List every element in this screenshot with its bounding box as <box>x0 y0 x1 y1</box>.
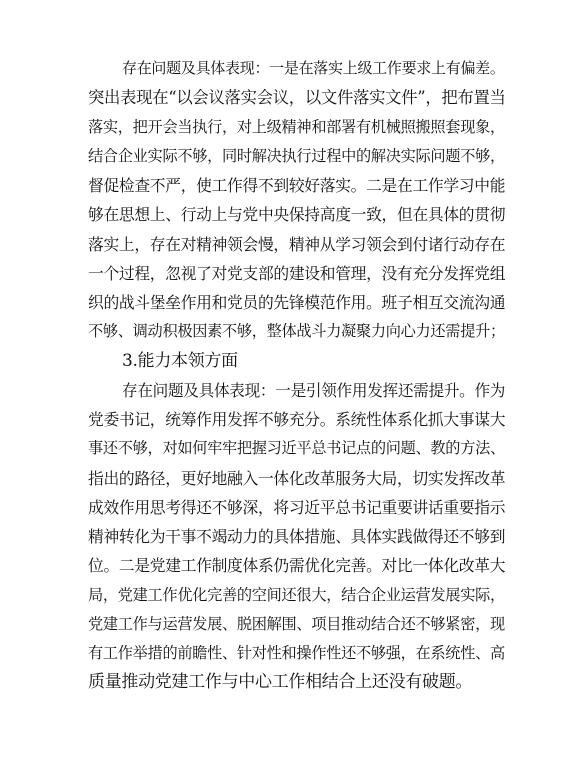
text-line: 存在问题及具体表现：一是引领作用发挥还需提升。作为 <box>122 380 506 400</box>
text-line: 织的战斗堡垒作用和党员的先锋模范作用。班子相互交流沟通 <box>88 293 506 312</box>
text-line: 精神转化为干事不竭动力的具体措施、具体实践做得还不够到 <box>88 527 506 546</box>
section-heading: 3.能力本领方面 <box>122 350 238 371</box>
text-line: 党委书记，统筹作用发挥不够充分。系统性体系化抓大事谋大 <box>88 410 506 429</box>
paragraph-problems-1 <box>88 54 506 347</box>
paragraph-problems-2 <box>88 376 506 698</box>
text-line: 党建工作与运营发展、脱困解围、项目推动结合还不够紧密，现 <box>88 614 505 633</box>
text-line: 落实上，存在对精神领会慢，精神从学习领会到付诸行动存在 <box>88 234 506 254</box>
text-line: 督促检查不严，使工作得不到较好落实。二是在工作学习中能 <box>88 176 506 195</box>
text-line: 局，党建工作优化完善的空间还很大，结合企业运营发展实际， <box>88 585 505 604</box>
text-line: 质量推动党建工作与中心工作相结合上还没有破题。 <box>88 672 473 693</box>
text-line: 够在思想上、行动上与党中央保持高度一致，但在具体的贯彻 <box>88 205 506 225</box>
text-line: 成效作用思考得还不够深，将习近平总书记重要讲话重要指示 <box>88 497 506 517</box>
text-line: 有工作举措的前瞻性、针对性和操作性还不够强，在系统性、高 <box>88 644 505 662</box>
text-line: 存在问题及具体表现：一是在落实上级工作要求上有偏差。 <box>122 59 505 77</box>
text-line: 落实，把开会当执行，对上级精神和部署有机械照搬照套现象， <box>88 117 505 136</box>
text-line: 突出表现在“以会议落实会议，以文件落实文件”，把布置当 <box>88 88 506 108</box>
text-line: 指出的路径，更好地融入一体化改革服务大局，切实发挥改革 <box>88 468 506 488</box>
text-line: 一个过程，忽视了对党支部的建设和管理，没有充分发挥党组 <box>88 263 506 283</box>
document-page <box>88 54 506 698</box>
text-line: 事还不够，对如何牢牢把握习近平总书记点的问题、教的方法、 <box>88 439 505 458</box>
text-line: 不够、调动积极因素不够，整体战斗力凝聚力向心力还需提升； <box>88 322 505 341</box>
text-line: 位。二是党建工作制度体系仍需优化完善。对比一体化改革大 <box>88 556 506 576</box>
text-line: 结合企业实际不够，同时解决执行过程中的解决实际问题不够， <box>88 146 505 165</box>
